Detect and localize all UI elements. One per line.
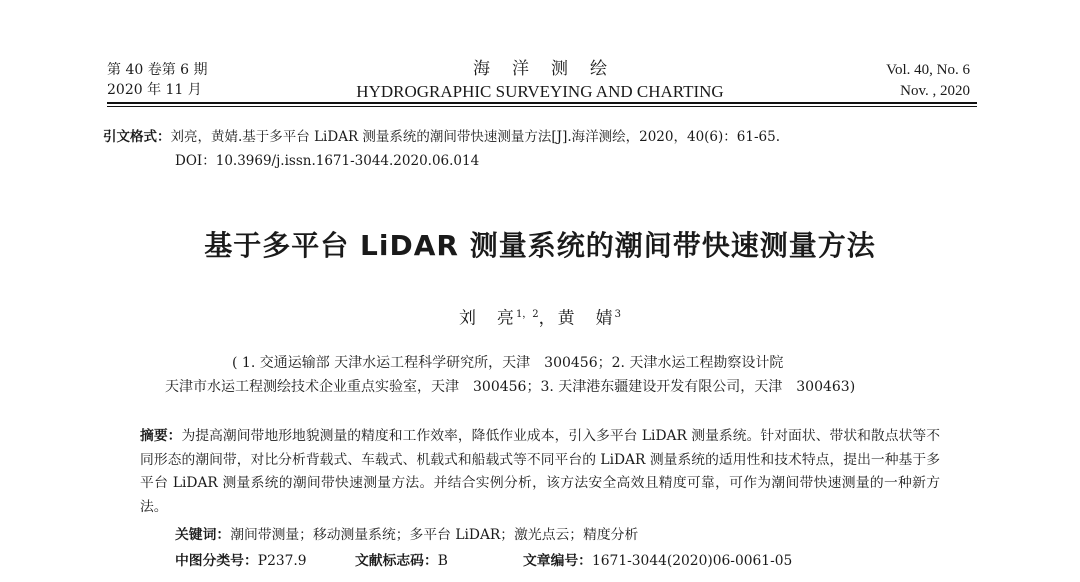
- author-line: [0, 303, 1080, 331]
- doi-line: DOI：10.3969/j.issn.1671-3044.2020.06.014: [175, 153, 480, 169]
- keywords-text: 潮间带测量；移动测量系统；多平台 LiDAR；激光点云；精度分析: [230, 527, 639, 543]
- paper-title: 基于多平台 LiDAR 测量系统的潮间带快速测量方法: [204, 229, 876, 262]
- volume-issue-en: Vol. 40, No. 6: [886, 62, 970, 78]
- volume-issue-cn: 第 40 卷第 6 期: [107, 62, 208, 78]
- affiliation-line: ( 1. 交通运输部 天津水运工程科学研究所，天津 300456；2. 天津水运工程勘察设计院: [232, 355, 784, 371]
- citation-line: [103, 125, 780, 149]
- author-affiliation-mark: 3: [614, 309, 622, 320]
- author-name: 刘 亮: [458, 308, 516, 329]
- clc-value: P237.9: [257, 553, 307, 569]
- article-number-value: 1671-3044(2020)06-0061-05: [591, 553, 793, 569]
- abstract-text: 为提高潮间带地形地貌测量的精度和工作效率，降低作业成本，引入多平台 LiDAR 测量系统。针对面状、带状和散点状等不同形态的潮间带，对比分析背载式、车载式、机载式和船载式等不同平台的 LiDAR 测量系统的适用性和技术特点，提出一种基于多平台 LiDAR 测量系统的潮间带快速测量方法。并结合实例分析，该方法安全高效且精度可靠，可作为潮间带快速测量的一种新方法。: [140, 428, 941, 515]
- citation-label: 引文格式：: [103, 129, 171, 145]
- keywords-line: [175, 524, 638, 546]
- affiliation-line: 天津市水运工程测绘技术企业重点实验室，天津 300456；3. 天津港东疆建设开发有限公司，天津 300463): [165, 379, 856, 395]
- header-rule-thin: [107, 106, 977, 107]
- author-affiliation-mark: 1，2: [515, 309, 539, 320]
- issue-info-en: [886, 60, 970, 102]
- journal-name-cn: 海洋测绘: [473, 59, 629, 79]
- clc-label: 中图分类号：: [175, 553, 258, 569]
- journal-name-en: HYDROGRAPHIC SURVEYING AND CHARTING: [356, 82, 724, 101]
- issue-info-cn: [107, 60, 208, 100]
- clc-number: [175, 550, 355, 572]
- classification-line: [175, 550, 792, 572]
- header-rule-thick: [107, 102, 977, 104]
- date-cn: 2020 年 11 月: [107, 82, 202, 98]
- document-code-value: B: [437, 553, 448, 569]
- abstract: [140, 425, 940, 519]
- keywords-label: 关键词：: [175, 527, 231, 543]
- author-separator: ，: [538, 308, 558, 329]
- author-name: 黄 婧: [557, 308, 615, 329]
- article-number: [523, 550, 792, 572]
- date-en: Nov. , 2020: [900, 83, 970, 99]
- citation-text: 刘亮，黄婧.基于多平台 LiDAR 测量系统的潮间带快速测量方法[J].海洋测绘，2020，40(6)：61-65.: [170, 129, 780, 145]
- document-code-label: 文献标志码：: [355, 553, 438, 569]
- abstract-label: 摘要：: [140, 428, 182, 444]
- document-code: [355, 550, 523, 572]
- journal-name: [300, 58, 780, 103]
- article-number-label: 文章编号：: [523, 553, 592, 569]
